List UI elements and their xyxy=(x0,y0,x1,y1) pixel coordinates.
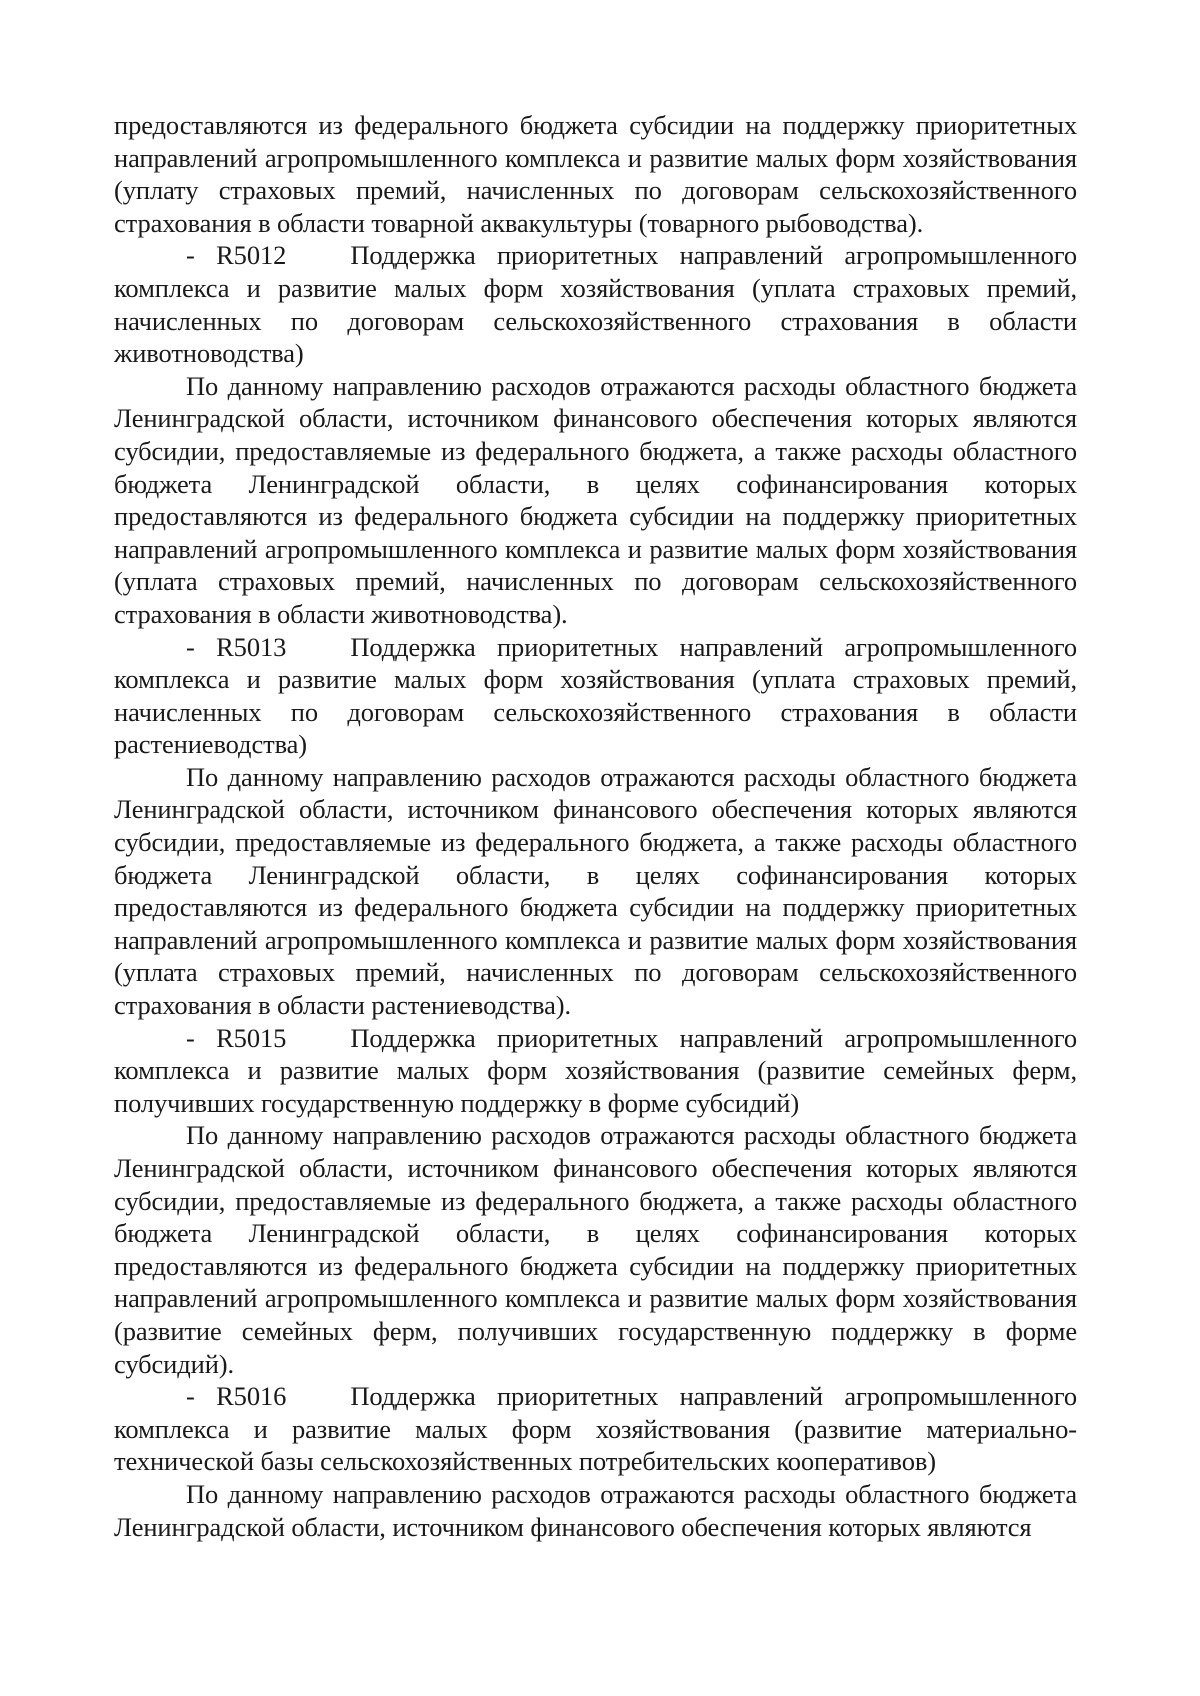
expense-title: Поддержка приоритетных направлений агропромышленного комплекса и развитие малых форм хозяйствования (уплата страховых премий, начисленных по договорам сельскохозяйственного страхования в области растениеводства) xyxy=(114,631,1077,760)
paragraph-description: По данному направлению расходов отражаются расходы областного бюджета Ленинградской области, источником финансового обеспечения которых являются xyxy=(114,1478,1077,1542)
expense-code: - R5012 xyxy=(186,240,287,271)
expense-item-r5015 xyxy=(114,1022,1077,1120)
expense-item-r5013 xyxy=(114,631,1077,761)
expense-item-r5016 xyxy=(114,1380,1077,1478)
expense-code: - R5016 xyxy=(186,1381,287,1412)
paragraph-description: По данному направлению расходов отражаются расходы областного бюджета Ленинградской области, источником финансового обеспечения которых являются субсидии, предоставляемые из федерального бюджета, а также расходы областного бюджета Ленинградской области, в целях софинансирования которых предоставляются из федерального бюджета субсидии на поддержку приоритетных направлений агропромышленного комплекса и развитие малых форм хозяйствования (уплата страховых премий, начисленных по договорам сельскохозяйственного страхования в области растениеводства). xyxy=(114,761,1077,1021)
expense-title: Поддержка приоритетных направлений агропромышленного комплекса и развитие малых форм хозяйствования (уплата страховых премий, начисленных по договорам сельскохозяйственного страхования в области животноводства) xyxy=(114,240,1077,369)
expense-code: - R5015 xyxy=(186,1022,287,1053)
paragraph-continuation: предоставляются из федерального бюджета субсидии на поддержку приоритетных направлений агропромышленного комплекса и развитие малых форм хозяйствования (уплату страховых премий, начисленных по договорам сельскохозяйственного страхования в области товарной аквакультуры (товарного рыбоводства). xyxy=(114,110,1077,238)
expense-title: Поддержка приоритетных направлений агропромышленного комплекса и развитие малых форм хозяйствования (развитие семейных ферм, получивших государственную поддержку в форме субсидий) xyxy=(114,1022,1077,1118)
expense-title: Поддержка приоритетных направлений агропромышленного комплекса и развитие малых форм хозяйствования (развитие материально-технической базы сельскохозяйственных потребительских кооперативов) xyxy=(114,1381,1077,1477)
paragraph-description: По данному направлению расходов отражаются расходы областного бюджета Ленинградской области, источником финансового обеспечения которых являются субсидии, предоставляемые из федерального бюджета, а также расходы областного бюджета Ленинградской области, в целях софинансирования которых предоставляются из федерального бюджета субсидии на поддержку приоритетных направлений агропромышленного комплекса и развитие малых форм хозяйствования (уплата страховых премий, начисленных по договорам сельскохозяйственного страхования в области животноводства). xyxy=(114,370,1077,629)
paragraph-description: По данному направлению расходов отражаются расходы областного бюджета Ленинградской области, источником финансового обеспечения которых являются субсидии, предоставляемые из федерального бюджета, а также расходы областного бюджета Ленинградской области, в целях софинансирования которых предоставляются из федерального бюджета субсидии на поддержку приоритетных направлений агропромышленного комплекса и развитие малых форм хозяйствования (развитие семейных ферм, получивших государственную поддержку в форме субсидий). xyxy=(114,1120,1077,1379)
document-page xyxy=(114,109,1077,1543)
expense-item-r5012 xyxy=(114,239,1077,369)
expense-code: - R5013 xyxy=(186,631,287,662)
